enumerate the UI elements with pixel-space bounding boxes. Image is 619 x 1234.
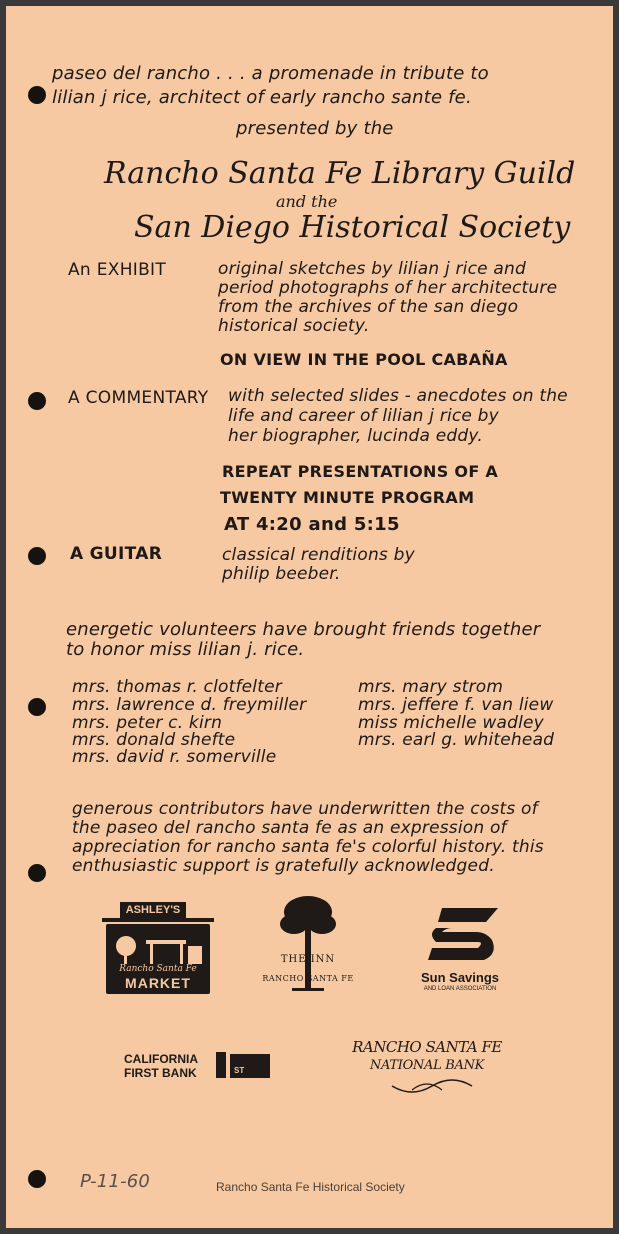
sun-savings-emblem-icon (428, 908, 498, 960)
volunteer-name: mrs. lawrence d. freymiller (72, 695, 307, 715)
contributors-line: the paseo del rancho santa fe as an expression of (72, 818, 507, 838)
commentary-line: life and career of lilian j rice by (228, 406, 499, 426)
binder-hole (28, 547, 46, 565)
sun-savings-sub: AND LOAN ASSOCIATION (423, 986, 497, 992)
ashleys-market-word: MARKET (125, 975, 191, 991)
catalog-number: P-11-60 (80, 1171, 151, 1192)
binder-hole (28, 864, 46, 882)
volunteer-name: mrs. earl g. whitehead (358, 730, 555, 750)
cfb-line-1: CALIFORNIA (124, 1052, 198, 1066)
cfb-line-2: FIRST BANK (124, 1066, 197, 1080)
sun-savings-logo (410, 908, 510, 994)
inn-line-1: THE INN (280, 954, 336, 965)
contributors-line: appreciation for rancho santa fe's colorful history. this (72, 837, 544, 857)
commentary-note: REPEAT PRESENTATIONS OF A (222, 462, 499, 481)
ashleys-sign: ASHLEY'S (120, 902, 186, 918)
inn-line-2: RANCHO SANTA FE (262, 974, 354, 983)
volunteer-name: mrs. peter c. kirn (72, 713, 223, 733)
volunteer-name: mrs. mary strom (358, 677, 504, 697)
binder-hole (28, 1170, 46, 1188)
rsf-line-2: NATIONAL BANK (369, 1058, 485, 1073)
volunteer-name: mrs. david r. somerville (72, 747, 277, 767)
volunteer-name: mrs. donald shefte (72, 730, 236, 750)
host-society: San Diego Historical Society (134, 210, 571, 245)
binder-hole (28, 86, 46, 104)
sun-savings-name: Sun Savings (420, 970, 500, 985)
volunteer-name: mrs. jeffere f. van liew (358, 695, 554, 715)
intro-line-1: paseo del rancho . . . a promenade in tribute to (52, 63, 489, 84)
presented-by: presented by the (236, 118, 394, 139)
guitar-line: philip beeber. (222, 564, 341, 584)
volunteers-intro: to honor miss lilian j. rice. (66, 639, 305, 660)
market-scene-icon (106, 926, 210, 966)
commentary-line: with selected slides - anecdotes on the (228, 386, 568, 406)
commentary-line: her biographer, lucinda eddy. (228, 426, 483, 446)
california-first-bank-logo (124, 1052, 274, 1082)
cfb-numeral-block (216, 1052, 226, 1078)
ashleys-bar (102, 918, 214, 922)
ashleys-market-logo (102, 902, 214, 994)
contributors-line: generous contributors have underwritten the costs of (72, 799, 538, 819)
flourish-icon (352, 1076, 502, 1100)
exhibit-note: ON VIEW IN THE POOL CABAÑA (220, 350, 508, 369)
volunteers-intro: energetic volunteers have brought friends together (66, 619, 541, 640)
host-and: and the (276, 192, 338, 211)
guitar-label: A GUITAR (70, 544, 163, 564)
binder-hole (28, 392, 46, 410)
intro-line-2: lilian j rice, architect of early rancho sante fe. (52, 87, 472, 108)
cfb-badge: ST (230, 1054, 270, 1078)
commentary-note: TWENTY MINUTE PROGRAM (220, 488, 475, 507)
exhibit-line: from the archives of the san diego (218, 297, 519, 317)
the-inn-logo (256, 894, 360, 994)
exhibit-label: An EXHIBIT (68, 260, 167, 280)
flyer-page (6, 6, 613, 1228)
host-guild: Rancho Santa Fe Library Guild (104, 156, 576, 191)
footer-credit: Rancho Santa Fe Historical Society (216, 1180, 405, 1194)
volunteer-name: mrs. thomas r. clotfelter (72, 677, 282, 697)
exhibit-line: original sketches by lilian j rice and (218, 259, 526, 279)
contributors-line: enthusiastic support is gratefully acknowledged. (72, 856, 495, 876)
ashleys-panel (106, 924, 210, 994)
commentary-label: A COMMENTARY (68, 388, 209, 408)
exhibit-line: historical society. (218, 316, 370, 336)
rsf-line-1: RANCHO SANTA FE (352, 1038, 502, 1056)
guitar-line: classical renditions by (222, 545, 415, 565)
volunteer-name: miss michelle wadley (358, 713, 544, 733)
exhibit-line: period photographs of her architecture (218, 278, 558, 298)
rsf-national-bank-logo (352, 1036, 502, 1100)
ashleys-script: Rancho Santa Fe (119, 964, 197, 974)
commentary-note: AT 4:20 and 5:15 (224, 514, 400, 535)
binder-hole (28, 698, 46, 716)
